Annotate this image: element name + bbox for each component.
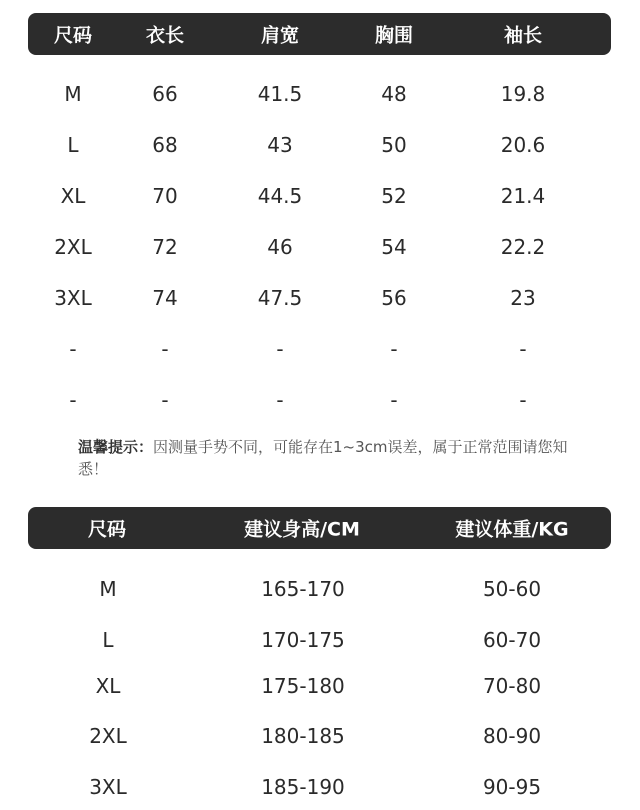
table-cell: 41.5 [257,82,303,106]
table-cell: XL [60,184,86,208]
recommend-header-size: 尺码 [87,518,127,541]
tip-label: 温馨提示： [78,438,154,456]
table-cell: 19.8 [500,82,546,106]
recommend-header-height: 建议身高/CM [244,518,360,541]
table-cell: XL [95,674,121,698]
tip-text: 因测量手势不同，可能存在1~3cm误差，属于正常范围请您知悉！ [78,438,568,478]
table-cell: - [69,388,77,412]
table-row [0,232,640,262]
table-cell: 20.6 [500,133,546,157]
table-cell: 54 [381,235,407,259]
table-row [0,625,640,655]
table-cell: 66 [152,82,178,106]
table-cell: 70-80 [482,674,542,698]
table-cell: - [276,388,284,412]
size-chart-header-size: 尺码 [53,24,93,47]
table-cell: 2XL [54,235,92,259]
table-cell: 22.2 [500,235,546,259]
table-cell: - [390,388,398,412]
table-row [0,79,640,109]
table-cell: 90-95 [482,775,542,799]
table-row [0,130,640,160]
table-cell: 52 [381,184,407,208]
table-row [0,671,640,701]
table-cell: 56 [381,286,407,310]
measurement-tip [78,436,578,480]
table-row [0,772,640,802]
table-cell: - [519,388,527,412]
table-row [0,283,640,313]
table-row [0,385,640,415]
table-cell: M [99,577,117,601]
table-cell: 175-180 [261,674,345,698]
size-chart-header-chest: 胸围 [374,24,414,47]
table-cell: - [69,337,77,361]
table-cell: - [390,337,398,361]
table-cell: 43 [267,133,293,157]
table-cell: 3XL [54,286,92,310]
table-cell: 46 [267,235,293,259]
table-cell: 2XL [89,724,127,748]
table-cell: 80-90 [482,724,542,748]
table-cell: 185-190 [261,775,345,799]
table-row [0,721,640,751]
size-chart-header [28,13,611,55]
table-cell: 72 [152,235,178,259]
table-cell: L [67,133,79,157]
table-cell: M [64,82,82,106]
table-cell: - [519,337,527,361]
table-cell: 48 [381,82,407,106]
table-cell: 23 [510,286,536,310]
table-cell: 68 [152,133,178,157]
table-cell: 21.4 [500,184,546,208]
table-cell: - [161,388,169,412]
recommend-header-weight: 建议体重/KG [455,518,569,541]
size-chart-header-shoulder: 肩宽 [260,24,300,47]
table-cell: 180-185 [261,724,345,748]
table-cell: 47.5 [257,286,303,310]
table-cell: 50-60 [482,577,542,601]
size-chart-header-sleeve: 袖长 [503,24,543,47]
table-cell: 3XL [89,775,127,799]
table-cell: 165-170 [261,577,345,601]
table-cell: 170-175 [261,628,345,652]
table-cell: 70 [152,184,178,208]
table-cell: 74 [152,286,178,310]
table-cell: - [276,337,284,361]
table-cell: 44.5 [257,184,303,208]
table-cell: 60-70 [482,628,542,652]
table-cell: - [161,337,169,361]
recommend-chart-header [28,507,611,549]
table-row [0,574,640,604]
table-row [0,334,640,364]
table-cell: L [102,628,114,652]
size-chart-header-length: 衣长 [145,24,185,47]
table-row [0,181,640,211]
table-cell: 50 [381,133,407,157]
